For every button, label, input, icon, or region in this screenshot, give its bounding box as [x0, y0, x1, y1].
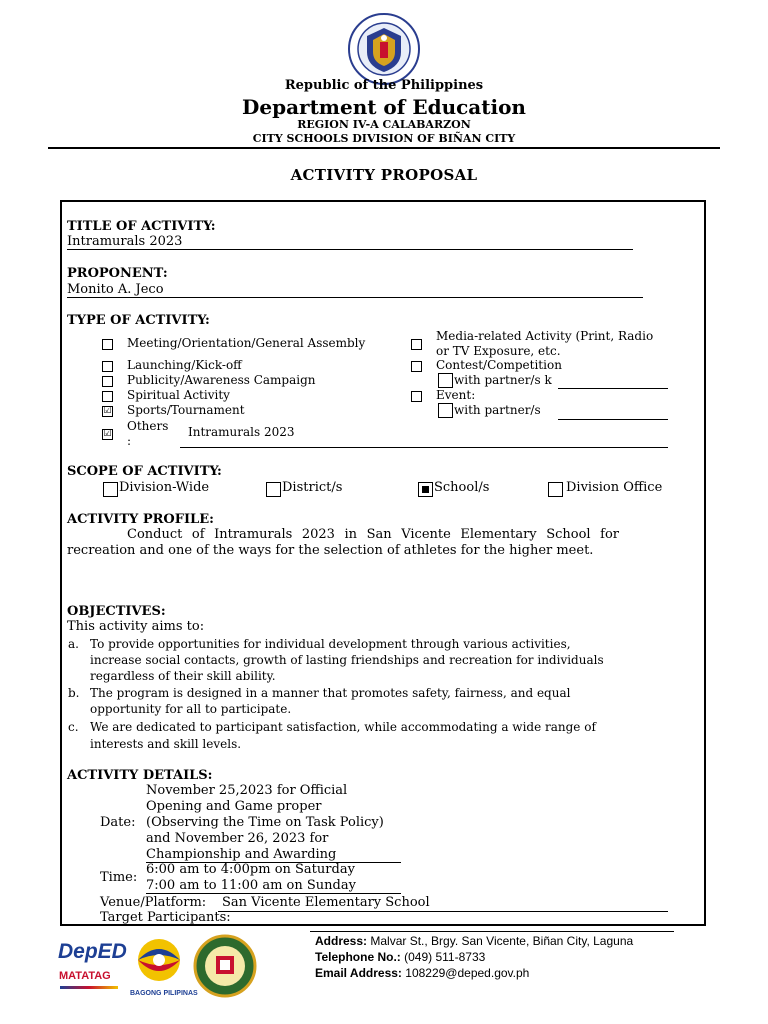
- email-label: Email Address:: [315, 966, 402, 980]
- date-label: Date:: [100, 815, 136, 830]
- date-line-4: and November 26, 2023 for: [146, 831, 329, 846]
- matatag-stripe: [60, 986, 118, 989]
- deped-wordmark: DepED: [58, 940, 127, 963]
- objective-b-line1: The program is designed in a manner that promotes safety, fairness, and equal: [90, 686, 571, 700]
- time-line-2: 7:00 am to 11:00 am on Sunday: [146, 878, 356, 893]
- objective-a-line1: To provide opportunities for individual development through various activities,: [90, 637, 571, 651]
- form-title: ACTIVITY PROPOSAL: [290, 166, 478, 184]
- objective-c-line1: We are dedicated to participant satisfaction, while accommodating a wide range of: [90, 720, 596, 734]
- address-value: Malvar St., Brgy. San Vicente, Biñan City, Laguna: [370, 934, 634, 948]
- header-divider: [48, 147, 720, 149]
- footer-rule: [310, 931, 674, 932]
- venue-value: San Vicente Elementary School: [222, 895, 430, 910]
- time-label: Time:: [100, 870, 138, 885]
- telephone-label: Telephone No.:: [315, 950, 401, 964]
- activity-profile-text: Conduct of Intramurals 2023 in San Vicente Elementary School for recreation and one of the ways for the selection of athletes for the higher meet.: [67, 527, 619, 558]
- checkbox-sports-checked[interactable]: ☑: [103, 406, 112, 416]
- division-line: CITY SCHOOLS DIVISION OF BIÑAN CITY: [252, 132, 516, 145]
- with-partner-contest-line: [558, 388, 668, 389]
- checkbox-spiritual[interactable]: [102, 391, 113, 402]
- time-line-1: 6:00 am to 4:00pm on Saturday: [146, 862, 355, 877]
- title-of-activity-value: Intramurals 2023: [67, 234, 183, 249]
- checkbox-others-checked[interactable]: ☑: [103, 429, 112, 439]
- republic-line: Republic of the Philippines: [284, 78, 484, 93]
- objective-c-marker: c.: [68, 720, 79, 734]
- checkbox-school[interactable]: [418, 482, 433, 497]
- bagong-pilipinas-text: BAGONG PILIPINAS: [130, 990, 198, 997]
- footer-telephone: [315, 950, 485, 964]
- type-option-contest: Contest/Competition: [436, 358, 562, 372]
- type-option-launching: Launching/Kick-off: [127, 358, 242, 372]
- date-line-1: November 25,2023 for Official: [146, 783, 348, 798]
- scope-division-wide: Division-Wide: [119, 480, 210, 495]
- deped-seal-logo: [347, 12, 421, 86]
- with-partner-event-label: with partner/s: [454, 403, 541, 417]
- scope-school: School/s: [434, 480, 490, 495]
- checkbox-media[interactable]: [411, 339, 422, 350]
- type-option-media-2: or TV Exposure, etc.: [436, 344, 561, 358]
- others-colon: :: [127, 434, 132, 448]
- proponent-underline: [67, 297, 643, 298]
- activity-details-label: ACTIVITY DETAILS:: [67, 768, 213, 783]
- with-partner-contest-label: with partner/s k: [454, 373, 552, 387]
- objective-a-line2: increase social contacts, growth of lasting friendships and recreation for individuals: [90, 653, 604, 667]
- checkbox-with-partner-event[interactable]: [438, 403, 453, 418]
- objective-c-line2: interests and skill levels.: [90, 737, 242, 751]
- type-option-publicity: Publicity/Awareness Campaign: [127, 373, 316, 387]
- school-seal-logo: [192, 934, 258, 998]
- scope-division-office: Division Office: [566, 480, 663, 495]
- checkbox-meeting[interactable]: [102, 339, 113, 350]
- objective-a-marker: a.: [68, 637, 79, 651]
- email-value: 108229@deped.gov.ph: [405, 966, 530, 980]
- date-line-3: (Observing the Time on Task Policy): [146, 815, 384, 830]
- checkbox-division-wide[interactable]: [103, 482, 118, 497]
- objective-a-line3: regardless of their skill ability.: [90, 669, 276, 683]
- checkbox-division-office[interactable]: [548, 482, 563, 497]
- bagong-pilipinas-logo: [128, 936, 190, 994]
- checkbox-with-partner-contest[interactable]: [438, 373, 453, 388]
- proponent-value: Monito A. Jeco: [67, 282, 164, 297]
- footer-address: [315, 934, 633, 948]
- with-partner-event-line: [558, 419, 668, 420]
- date-line-2: Opening and Game proper: [146, 799, 322, 814]
- checkbox-event[interactable]: [411, 391, 422, 402]
- activity-profile-label: ACTIVITY PROFILE:: [67, 512, 214, 527]
- others-value: Intramurals 2023: [188, 425, 295, 439]
- address-label: Address:: [315, 934, 368, 948]
- venue-label: Venue/Platform:: [100, 895, 207, 910]
- venue-underline: [218, 911, 668, 912]
- deped-matatag-logo: [58, 940, 127, 992]
- department-name: Department of Education: [242, 95, 526, 119]
- type-option-meeting: Meeting/Orientation/General Assembly: [127, 336, 366, 350]
- objective-b-line2: opportunity for all to participate.: [90, 702, 292, 716]
- others-underline: [180, 447, 668, 448]
- proponent-label: PROPONENT:: [67, 266, 168, 281]
- checkbox-contest[interactable]: [411, 361, 422, 372]
- type-option-media-1: Media-related Activity (Print, Radio: [436, 329, 654, 343]
- region-line: REGION IV-A CALABARZON: [297, 118, 471, 131]
- telephone-value: (049) 511-8733: [404, 950, 486, 964]
- matatag-wordmark: MATATAG: [59, 970, 111, 982]
- title-underline: [67, 249, 633, 250]
- date-line-5: Championship and Awarding: [146, 847, 337, 862]
- scope-district: District/s: [282, 480, 343, 495]
- title-of-activity-label: TITLE OF ACTIVITY:: [67, 219, 216, 234]
- checkbox-district[interactable]: [266, 482, 281, 497]
- objective-b-marker: b.: [68, 686, 80, 700]
- scope-label: SCOPE OF ACTIVITY:: [67, 464, 222, 479]
- type-option-event: Event:: [436, 388, 476, 402]
- checkbox-launching[interactable]: [102, 361, 113, 372]
- others-label: Others: [127, 419, 169, 433]
- type-option-spiritual: Spiritual Activity: [127, 388, 230, 402]
- time-underline: [146, 893, 401, 894]
- checkbox-school-fill: [422, 486, 429, 493]
- objectives-intro: This activity aims to:: [67, 619, 205, 634]
- type-option-sports: Sports/Tournament: [127, 403, 245, 417]
- objectives-label: OBJECTIVES:: [67, 604, 166, 619]
- checkbox-publicity[interactable]: [102, 376, 113, 387]
- target-participants-label: Target Participants:: [100, 910, 231, 925]
- type-of-activity-label: TYPE OF ACTIVITY:: [67, 313, 210, 328]
- footer-email: [315, 966, 529, 980]
